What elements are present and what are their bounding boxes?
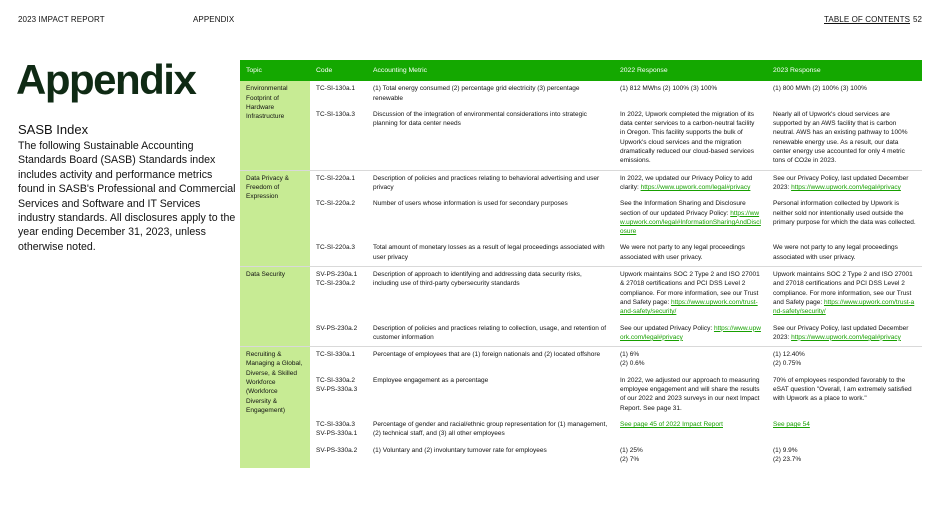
response-2023-cell-text: See our Privacy Policy, last updated December 2023: (773, 174, 909, 191)
table-row (240, 107, 922, 170)
section-label: APPENDIX (193, 15, 235, 24)
section-subtitle: SASB Index (18, 122, 89, 137)
page-title: Appendix (16, 56, 196, 103)
metric-cell (367, 107, 614, 170)
response-2023-cell-text: (1) 800 MWh (2) 100% (3) 100% (773, 85, 867, 93)
metric-cell (367, 321, 614, 347)
table-row (240, 321, 922, 347)
code-cell-text: TC-SI-220a.1 (316, 174, 356, 182)
response-2023-cell-text: Personal information collected by Upwork is neither sold nor intentionally used outside the primary purpose for which the data was collected. (773, 200, 916, 226)
page-number: 52 (913, 15, 923, 24)
code-cell (310, 107, 367, 170)
code-cell (310, 196, 367, 240)
response-2023-cell (767, 443, 922, 469)
code-cell-text: TC-SI-220a.3 (316, 244, 356, 252)
response-2023-cell (767, 417, 922, 443)
sasb-index-table (240, 60, 922, 468)
response-2022-cell-text: In 2022, we adjusted our approach to measuring employee engagement and will share the results of our 2022 and 2023 surveys in our next Impact Report. See page 31. (620, 376, 760, 412)
response-2023-cell (767, 240, 922, 266)
table-row (240, 196, 922, 240)
response-2023-cell (767, 170, 922, 196)
response-2022-cell-text: See our updated Privacy Policy: (620, 324, 714, 332)
code-cell-text: TC-SI-330a.2 SV-PS-330a.3 (316, 376, 358, 394)
code-cell (310, 267, 367, 321)
metric-cell-text: (1) Total energy consumed (2) percentage grid electricity (3) percentage renewable (373, 85, 580, 102)
code-cell (310, 81, 367, 107)
response-link[interactable]: https://www.upwork.com/legal#InformationSharingAndDisclosure (620, 209, 761, 236)
response-link[interactable]: See page 45 of 2022 Impact Report (620, 420, 723, 428)
response-2023-cell-text: (1) 9.9% (2) 23.7% (773, 446, 802, 463)
response-2023-cell (767, 321, 922, 347)
metric-cell-text: Percentage of employees that are (1) foreign nationals and (2) located offshore (373, 351, 601, 359)
metric-cell-text: Description of approach to identifying and addressing data security risks, including use of third-party cybersecurity standards (373, 271, 582, 288)
response-2023-cell (767, 196, 922, 240)
response-2022-cell-text: (1) 25% (2) 7% (620, 446, 643, 463)
topic-cell: Data Privacy & Freedom of Expression (240, 170, 310, 266)
response-2022-cell (614, 107, 767, 170)
code-cell (310, 373, 367, 417)
response-2022-cell (614, 347, 767, 373)
table-row (240, 417, 922, 443)
response-2023-cell-text: See our Privacy Policy, last updated December 2023: (773, 324, 909, 341)
response-link[interactable]: https://www.upwork.com/legal#privacy (791, 333, 901, 341)
response-2022-cell (614, 81, 767, 107)
response-link[interactable]: See page 54 (773, 420, 810, 428)
response-2022-cell-text: (1) 6% (2) 0.6% (620, 351, 645, 368)
metric-cell (367, 267, 614, 321)
response-2023-cell (767, 373, 922, 417)
metric-cell-text: Employee engagement as a percentage (373, 376, 489, 384)
response-2023-cell (767, 267, 922, 321)
metric-cell (367, 443, 614, 469)
table-row (240, 347, 922, 373)
metric-cell (367, 196, 614, 240)
metric-cell-text: (1) Voluntary and (2) involuntary turnover rate for employees (373, 446, 547, 454)
code-cell-text: SV-PS-230a.1 TC-SI-230a.2 (316, 271, 358, 288)
column-header: 2023 Response (767, 60, 922, 81)
response-2022-cell-text: (1) 812 MWhs (2) 100% (3) 100% (620, 85, 718, 93)
metric-cell-text: Description of policies and practices relating to behavioral advertising and user privacy (373, 174, 600, 191)
response-2022-cell (614, 321, 767, 347)
code-cell-text: SV-PS-230a.2 (316, 324, 358, 332)
metric-cell (367, 81, 614, 107)
topic-cell: Recruiting & Managing a Global, Diverse, & Skilled Workforce (Workforce Diversity & Engagement) (240, 347, 310, 468)
table-row (240, 373, 922, 417)
response-2022-cell (614, 196, 767, 240)
metric-cell-text: Discussion of the integration of environmental considerations into strategic planning for data center needs (373, 110, 587, 128)
response-link[interactable]: https://www.upwork.com/legal#privacy (620, 324, 761, 341)
response-2023-cell (767, 107, 922, 170)
metric-cell (367, 373, 614, 417)
table-of-contents-link[interactable]: TABLE OF CONTENTS (824, 15, 911, 24)
response-link[interactable]: https://www.upwork.com/legal#privacy (791, 183, 901, 191)
response-2023-cell-text: Upwork maintains SOC 2 Type 2 and ISO 27001 and 27018 certifications and PCI DSS Level 2 compliance. For more information, see our Trust and Safety page: (773, 271, 913, 306)
response-2023-cell-text: We were not party to any legal proceedings associated with user privacy. (773, 244, 898, 261)
metric-cell (367, 347, 614, 373)
response-link[interactable]: https://www.upwork.com/legal#privacy (640, 183, 751, 191)
table-row (240, 267, 922, 321)
metric-cell-text: Percentage of gender and racial/ethnic group representation for (1) management, (2) technical staff, and (3) all other employees (373, 420, 608, 438)
response-2023-cell-text: Nearly all of Upwork's cloud services are supported by an AWS facility that is carbon neutral. AWS has an existing pathway to 100% renewable energy use. As a result, our data center energy use accounted for only 4 metric tons of CO2e in 2023. (773, 110, 908, 165)
response-2023-cell (767, 347, 922, 373)
code-cell (310, 417, 367, 443)
intro-paragraph: The following Sustainable Accounting Standards Board (SASB) Standards index includes activity and performance metrics found in SASB's Professional and Commercial Services and Software and IT Services industry standards. All disclosures apply to the year ending December 31, 2023, unless otherwise noted. (18, 140, 236, 253)
table-row (240, 81, 922, 107)
topic-cell: Data Security (240, 267, 310, 347)
report-label: 2023 IMPACT REPORT (18, 15, 105, 24)
response-2022-cell-text: In 2022, Upwork completed the migration of its data center services to a carbon-neutral facility in Oregon. This facility supports the bulk of Upwork's cloud services and the migration dramatically reduced our cloud-based services emissions. (620, 110, 755, 165)
code-cell-text: SV-PS-330a.2 (316, 446, 358, 454)
response-2022-cell (614, 267, 767, 321)
response-2022-cell (614, 443, 767, 469)
code-cell-text: TC-SI-330a.3 SV-PS-330a.1 (316, 420, 358, 438)
code-cell-text: TC-SI-220a.2 (316, 200, 356, 208)
code-cell-text: TC-SI-330a.1 (316, 351, 356, 359)
code-cell (310, 443, 367, 469)
metric-cell (367, 240, 614, 266)
code-cell-text: TC-SI-130a.3 (316, 110, 356, 118)
metric-cell-text: Total amount of monetary losses as a result of legal proceedings associated with user privacy (373, 244, 605, 261)
table-row (240, 443, 922, 469)
code-cell (310, 347, 367, 373)
response-2022-cell (614, 240, 767, 266)
metric-cell (367, 417, 614, 443)
code-cell-text: TC-SI-130a.1 (316, 85, 356, 93)
response-2022-cell (614, 373, 767, 417)
response-2023-cell-text: 70% of employees responded favorably to the eSAT question "Overall, I am extremely satisfied with Upwork as a place to work." (773, 376, 912, 403)
metric-cell-text: Number of users whose information is used for secondary purposes (373, 200, 568, 208)
code-cell (310, 321, 367, 347)
table-header-row (240, 60, 922, 81)
column-header: Code (310, 60, 367, 81)
column-header: 2022 Response (614, 60, 767, 81)
code-cell (310, 170, 367, 196)
response-link[interactable]: https://www.upwork.com/trust-and-safety/security/ (773, 298, 915, 316)
response-2022-cell-text: Upwork maintains SOC 2 Type 2 and ISO 27001 & 27018 certifications and PCI DSS Level 2 compliance. For more information, see our Trust and Safety page: (620, 271, 760, 306)
table-row (240, 170, 922, 196)
code-cell (310, 240, 367, 266)
response-2022-cell (614, 170, 767, 196)
table-row (240, 240, 922, 266)
column-header: Accounting Metric (367, 60, 614, 81)
column-header: Topic (240, 60, 310, 81)
response-2022-cell-text: We were not party to any legal proceedings associated with user privacy. (620, 244, 745, 261)
topic-cell: Environmental Footprint of Hardware Infrastructure (240, 81, 310, 170)
response-2023-cell-text: (1) 12.40% (2) 0.75% (773, 351, 805, 368)
response-link[interactable]: https://www.upwork.com/trust-and-safety/security/ (620, 298, 758, 316)
metric-cell (367, 170, 614, 196)
response-2023-cell (767, 81, 922, 107)
metric-cell-text: Description of policies and practices relating to collection, usage, and retention of customer information (373, 324, 607, 341)
response-2022-cell-text: In 2022, we updated our Privacy Policy to add clarity: (620, 174, 753, 191)
response-2022-cell-text: See the Information Sharing and Disclosure section of our updated Privacy Policy: (620, 200, 746, 217)
response-2022-cell (614, 417, 767, 443)
